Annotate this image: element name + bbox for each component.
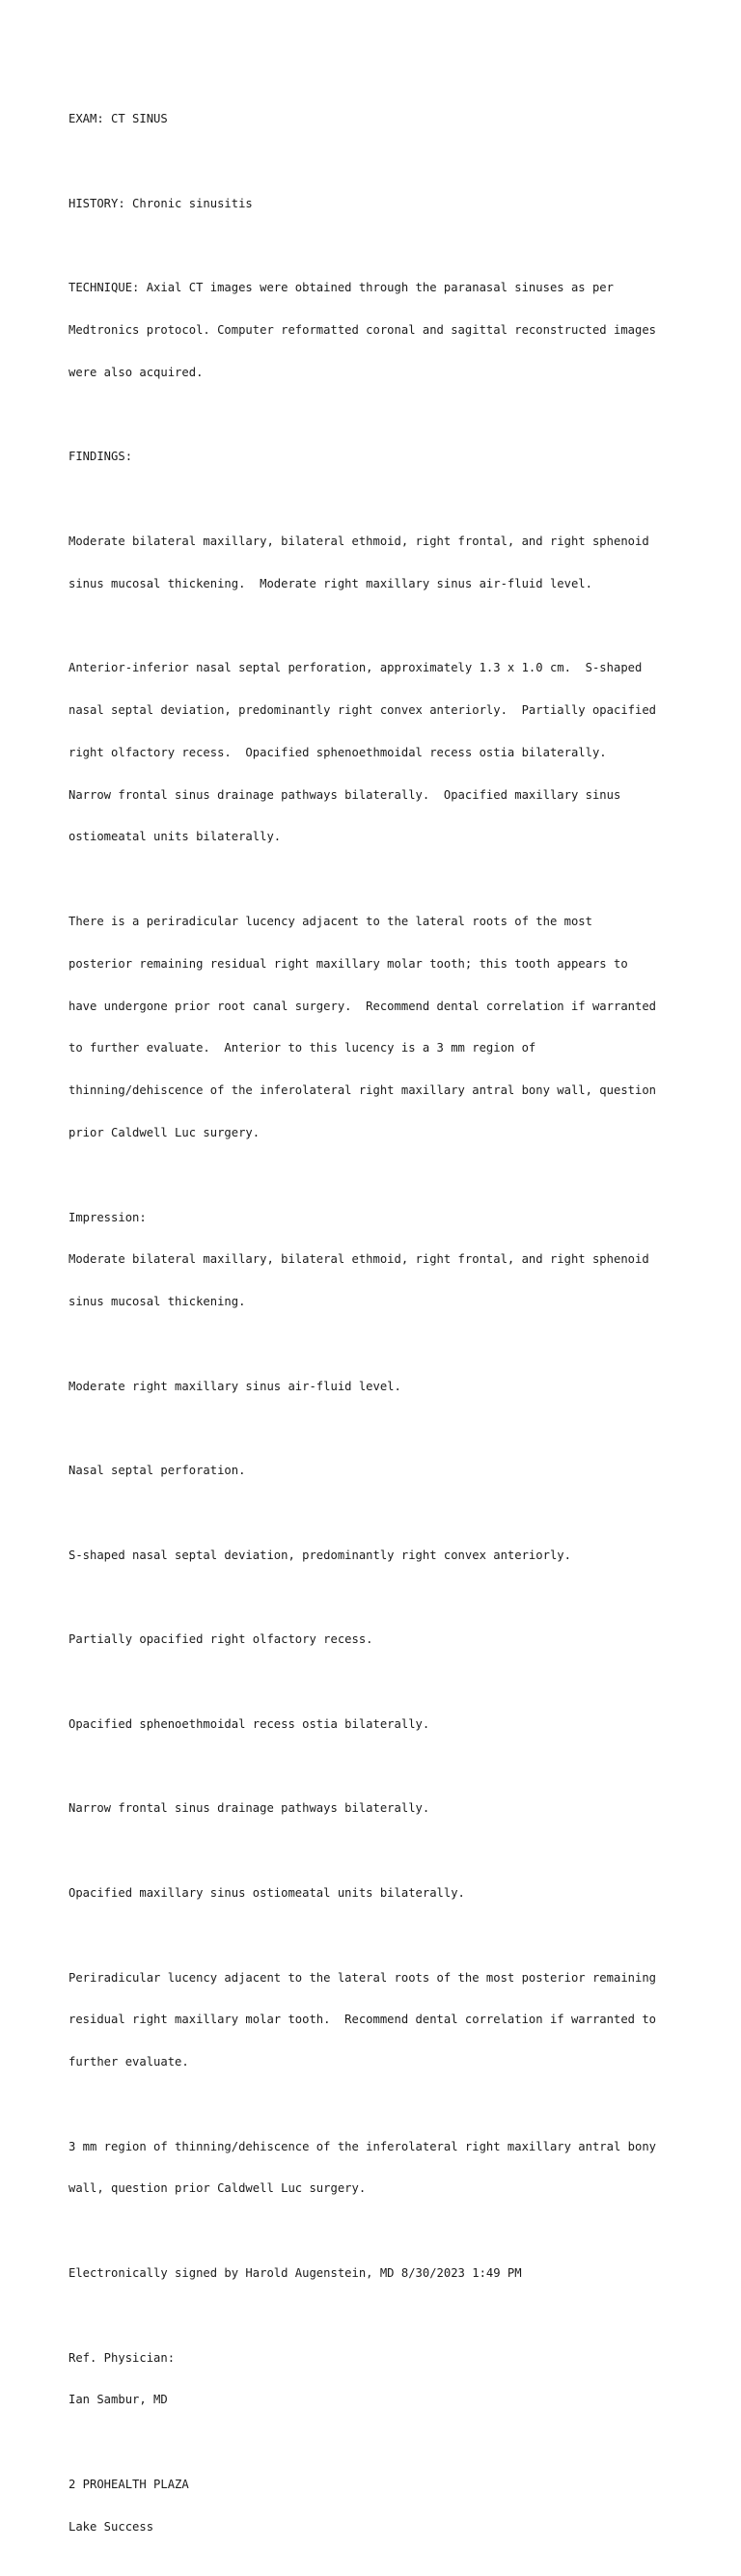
- impression-line: residual right maxillary molar tooth. Recommend dental correlation if warranted to: [69, 2013, 657, 2027]
- technique-line: were also acquired.: [69, 365, 204, 379]
- impression-line: further evaluate.: [69, 2055, 189, 2069]
- findings-heading-text: FINDINGS:: [69, 450, 133, 464]
- findings-line: prior Caldwell Luc surgery.: [69, 1125, 261, 1139]
- impression-line: Periradicular lucency adjacent to the lateral roots of the most posterior remaining: [69, 1970, 657, 1985]
- findings-line: sinus mucosal thickening. Moderate right maxillary sinus air-fluid level.: [69, 576, 592, 590]
- impression-line: Moderate right maxillary sinus air-fluid level.: [69, 1379, 401, 1393]
- findings-line: have undergone prior root canal surgery. Recommend dental correlation if warranted: [69, 999, 657, 1013]
- impression-line: Opacified sphenoethmoidal recess ostia bilaterally.: [69, 1716, 430, 1731]
- impression-line: Moderate bilateral maxillary, bilateral ethmoid, right frontal, and right sphenoid: [69, 1252, 649, 1267]
- findings-line: nasal septal deviation, predominantly right convex anteriorly. Partially opacified: [69, 703, 657, 718]
- findings-line: posterior remaining residual right maxillary molar tooth; this tooth appears to: [69, 956, 628, 971]
- impression-paragraph-5: [69, 1604, 686, 1675]
- impression-line: Nasal septal perforation.: [69, 1464, 246, 1478]
- impression-paragraph-8: [69, 1858, 686, 1929]
- findings-paragraph-1: [69, 507, 686, 619]
- address-block: [69, 2450, 686, 2562]
- impression-paragraph-2: [69, 1351, 686, 1421]
- signature-line: [69, 2238, 686, 2309]
- findings-line: There is a periradicular lucency adjacent to the lateral roots of the most: [69, 915, 592, 929]
- impression-paragraph-6: [69, 1689, 686, 1760]
- technique-paragraph: [69, 253, 686, 408]
- history-line: [69, 169, 686, 239]
- exam-text: EXAM: CT SINUS: [69, 112, 168, 126]
- impression-line: Partially opacified right olfactory recess.: [69, 1632, 373, 1647]
- impression-paragraph-9: [69, 1942, 686, 2097]
- findings-line: to further evaluate. Anterior to this lucency is a 3 mm region of: [69, 1041, 536, 1055]
- report-page: [69, 84, 686, 2576]
- impression-paragraph-10: [69, 2112, 686, 2225]
- ref-physician-label: Ref. Physician:: [69, 2350, 176, 2365]
- technique-line: TECHNIQUE: Axial CT images were obtained through the paranasal sinuses as per: [69, 281, 614, 295]
- history-text: HISTORY: Chronic sinusitis: [69, 196, 253, 210]
- findings-line: thinning/dehiscence of the inferolateral right maxillary antral bony wall, question: [69, 1083, 657, 1098]
- findings-heading: [69, 422, 686, 492]
- impression-line: wall, question prior Caldwell Luc surgery.: [69, 2181, 367, 2196]
- signature-text: Electronically signed by Harold Augenstein, MD 8/30/2023 1:49 PM: [69, 2266, 522, 2281]
- impression-heading: Impression:: [69, 1210, 147, 1224]
- impression-line: 3 mm region of thinning/dehiscence of the inferolateral right maxillary antral bony: [69, 2139, 657, 2153]
- findings-line: Moderate bilateral maxillary, bilateral ethmoid, right frontal, and right sphenoid: [69, 534, 649, 548]
- impression-line: S-shaped nasal septal deviation, predominantly right convex anteriorly.: [69, 1548, 571, 1562]
- technique-line: Medtronics protocol. Computer reformatted coronal and sagittal reconstructed images: [69, 323, 657, 338]
- findings-line: Anterior-inferior nasal septal perforation, approximately 1.3 x 1.0 cm. S-shaped: [69, 661, 643, 675]
- impression-paragraph-1: [69, 1182, 686, 1337]
- findings-paragraph-3: [69, 887, 686, 1168]
- impression-paragraph-3: [69, 1436, 686, 1506]
- address-line-2: Lake Success: [69, 2519, 154, 2534]
- findings-line: ostiomeatal units bilaterally.: [69, 830, 282, 844]
- ref-physician-name: Ian Sambur, MD: [69, 2393, 168, 2407]
- impression-line: Opacified maxillary sinus ostiomeatal units bilaterally.: [69, 1886, 465, 1900]
- findings-paragraph-2: [69, 633, 686, 872]
- findings-line: Narrow frontal sinus drainage pathways bilaterally. Opacified maxillary sinus: [69, 787, 621, 802]
- impression-line: sinus mucosal thickening.: [69, 1295, 246, 1309]
- impression-paragraph-7: [69, 1773, 686, 1844]
- address-line-1: 2 PROHEALTH PLAZA: [69, 2477, 189, 2491]
- impression-line: Narrow frontal sinus drainage pathways bilaterally.: [69, 1801, 430, 1816]
- findings-line: right olfactory recess. Opacified sphenoethmoidal recess ostia bilaterally.: [69, 745, 607, 759]
- ref-physician-block: [69, 2322, 686, 2435]
- exam-line: [69, 84, 686, 154]
- impression-paragraph-4: [69, 1521, 686, 1591]
